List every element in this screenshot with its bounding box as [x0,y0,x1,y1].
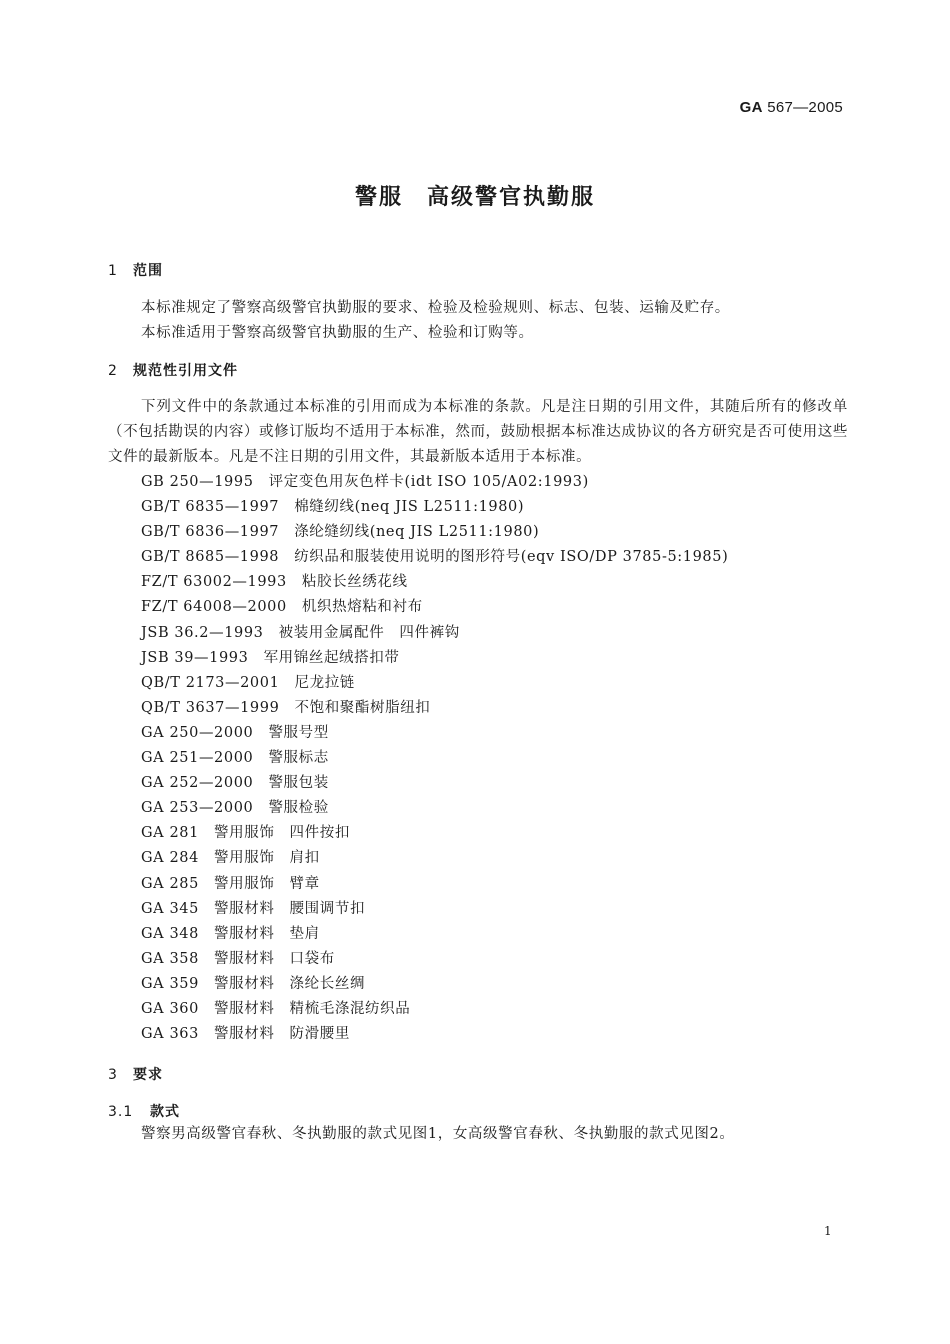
reference-item: GA 285 警用服饰 臂章 [141,875,320,892]
section-2-title: 规范性引用文件 [133,363,238,379]
section-3-heading [108,1064,163,1084]
section-1-paragraph-2: 本标准适用于警察高级警官执勤服的生产、检验和订购等。 [141,325,534,341]
section-2-intro [108,395,848,470]
reference-item: GA 284 警用服饰 肩扣 [141,850,320,867]
reference-item: GA 345 警服材料 腰围调节扣 [141,900,366,917]
standard-code-number: 567—2005 [762,99,843,116]
document-title: 警服 高级警官执勤服 [354,185,595,210]
reference-item: GA 360 警服材料 精梳毛涤混纺织品 [141,1000,411,1017]
reference-list [141,470,728,1047]
subsection-3-1-number: 3.1 [108,1104,134,1120]
reference-item: GA 253—2000 警服检验 [141,800,329,817]
reference-item: GA 252—2000 警服包装 [141,775,329,792]
subsection-3-1-heading [108,1101,180,1121]
reference-item: GA 250—2000 警服号型 [141,724,329,741]
reference-item: QB/T 3637—1999 不饱和聚酯树脂纽扣 [141,699,431,716]
section-2-heading [108,360,238,380]
reference-item: GA 251—2000 警服标志 [141,750,329,767]
page-number: 1 [824,1224,832,1238]
section-2-intro-text: 下列文件中的条款通过本标准的引用而成为本标准的条款。凡是注日期的引用文件，其随后所有的修改单（不包括勘误的内容）或修订版均不适用于本标准，然而，鼓励根据本标准达成协议的各方研究是否可使用这些文件的最新版本。凡是不注日期的引用文件，其最新版本适用于本标准。 [108,399,848,465]
section-3-title: 要求 [133,1067,163,1083]
reference-item: FZ/T 63002—1993 粘胶长丝绣花线 [141,574,408,591]
section-1-title: 范围 [133,263,163,279]
section-1-number: 1 [108,263,118,279]
subsection-3-1-title: 款式 [150,1104,180,1120]
reference-item: FZ/T 64008—2000 机织热熔粘和衬布 [141,599,423,616]
reference-item: GA 348 警服材料 垫肩 [141,925,320,942]
reference-item: GB 250—1995 评定变色用灰色样卡(idt ISO 105/A02:1993) [141,474,589,490]
reference-item: GA 359 警服材料 涤纶长丝绸 [141,975,366,992]
section-2-number: 2 [108,363,118,379]
reference-item: GB/T 6835—1997 棉缝纫线(neq JIS L2511:1980) [141,499,525,516]
standard-code-prefix: GA [739,99,763,116]
standard-code [740,99,843,116]
reference-item: GB/T 8685—1998 纺织品和服装使用说明的图形符号(eqv ISO/DP 3785-5:1985) [141,549,729,566]
section-1-paragraph-1: 本标准规定了警察高级警官执勤服的要求、检验及检验规则、标志、包装、运输及贮存。 [141,300,730,316]
reference-item: GA 358 警服材料 口袋布 [141,950,335,967]
reference-item: GA 363 警服材料 防滑腰里 [141,1026,350,1043]
reference-item: GA 281 警用服饰 四件按扣 [141,825,350,842]
section-3-number: 3 [108,1067,118,1083]
reference-item: JSB 36.2—1993 被装用金属配件 四件裤钩 [141,624,460,641]
reference-item: GB/T 6836—1997 涤纶缝纫线(neq JIS L2511:1980) [141,524,540,541]
reference-item: QB/T 2173—2001 尼龙拉链 [141,674,355,691]
section-1-heading [108,260,163,280]
subsection-3-1-paragraph: 警察男高级警官春秋、冬执勤服的款式见图1，女高级警官春秋、冬执勤服的款式见图2。 [141,1126,735,1142]
reference-item: JSB 39—1993 军用锦丝起绒搭扣带 [141,649,400,666]
